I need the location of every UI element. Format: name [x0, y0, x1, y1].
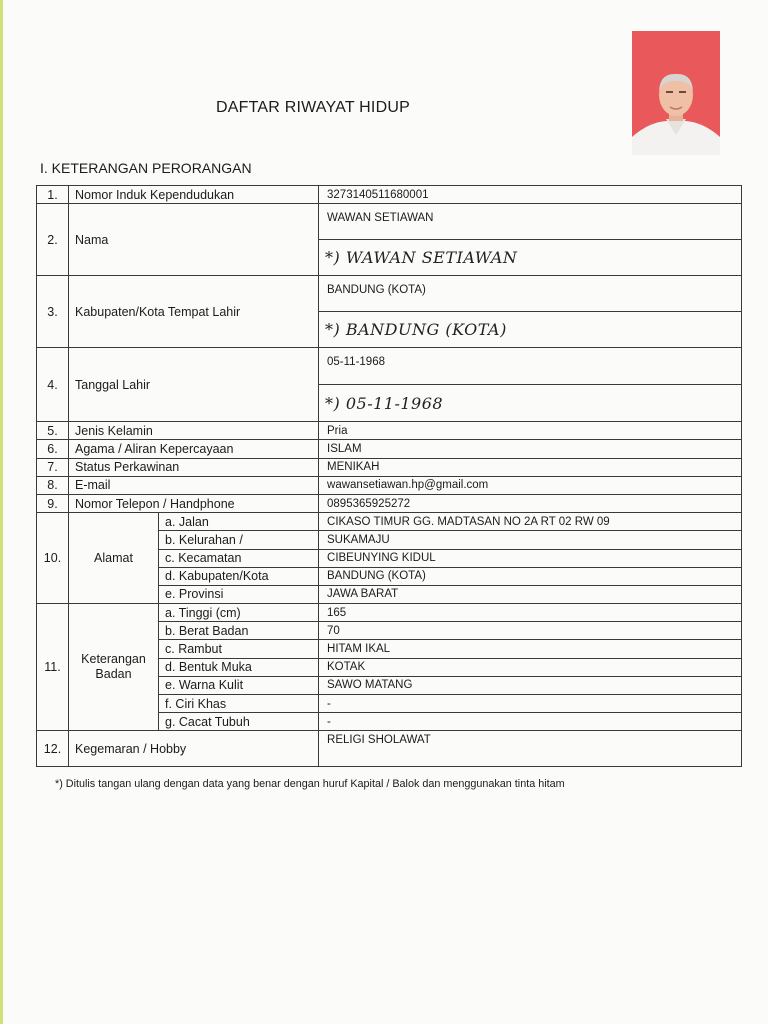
sub-value: KOTAK — [319, 658, 742, 676]
sub-label: f. Ciri Khas — [159, 695, 319, 713]
sub-value: CIKASO TIMUR GG. MADTASAN NO 2A RT 02 RW 09 — [319, 513, 742, 531]
row-number: 10. — [37, 513, 69, 604]
handwritten-value: *) BANDUNG (KOTA) — [319, 312, 742, 348]
row-number: 6. — [37, 440, 69, 458]
sub-label: g. Cacat Tubuh — [159, 713, 319, 731]
sub-value: 165 — [319, 604, 742, 622]
table-row — [37, 458, 742, 476]
sub-value: CIBEUNYING KIDUL — [319, 549, 742, 567]
field-value: WAWAN SETIAWAN — [319, 204, 742, 240]
sub-label: e. Provinsi — [159, 585, 319, 603]
row-number: 2. — [37, 204, 69, 276]
field-label: Jenis Kelamin — [69, 422, 319, 440]
phone-value: 0895365925272 — [319, 494, 742, 512]
document-title: DAFTAR RIWAYAT HIDUP — [216, 99, 410, 116]
sub-value: SUKAMAJU — [319, 531, 742, 549]
field-label: Nomor Induk Kependudukan — [69, 186, 319, 204]
row-number: 9. — [37, 494, 69, 512]
sub-label: d. Bentuk Muka — [159, 658, 319, 676]
sub-value: 70 — [319, 622, 742, 640]
field-value: RELIGI SHOLAWAT — [319, 731, 742, 767]
field-value: ISLAM — [319, 440, 742, 458]
sub-value: - — [319, 695, 742, 713]
field-label: E-mail — [69, 476, 319, 494]
field-label: Tanggal Lahir — [69, 348, 319, 422]
sub-label: d. Kabupaten/Kota — [159, 567, 319, 585]
row-number: 8. — [37, 476, 69, 494]
table-row — [37, 422, 742, 440]
field-value: 3273140511680001 — [319, 186, 742, 204]
row-number: 5. — [37, 422, 69, 440]
table-row — [37, 348, 742, 385]
sub-value: BANDUNG (KOTA) — [319, 567, 742, 585]
field-value: MENIKAH — [319, 458, 742, 476]
footnote: *) Ditulis tangan ulang dengan data yang benar dengan huruf Kapital / Balok dan menggunakan tinta hitam — [55, 778, 565, 790]
email-value: wawansetiawan.hp@gmail.com — [319, 476, 742, 494]
page-edge — [0, 0, 3, 1024]
field-label: Nomor Telepon / Handphone — [69, 494, 319, 512]
handwritten-value: *) WAWAN SETIAWAN — [319, 240, 742, 276]
field-label: Nama — [69, 204, 319, 276]
row-number: 12. — [37, 731, 69, 767]
table-row — [37, 476, 742, 494]
sub-label: e. Warna Kulit — [159, 676, 319, 694]
sub-value: SAWO MATANG — [319, 676, 742, 694]
sub-label: c. Kecamatan — [159, 549, 319, 567]
table-row — [37, 731, 742, 767]
sub-label: b. Berat Badan — [159, 622, 319, 640]
field-label: Agama / Aliran Kepercayaan — [69, 440, 319, 458]
row-number: 11. — [37, 604, 69, 731]
field-value: BANDUNG (KOTA) — [319, 276, 742, 312]
sub-label: a. Tinggi (cm) — [159, 604, 319, 622]
sub-value: HITAM IKAL — [319, 640, 742, 658]
section-title: I. KETERANGAN PERORANGAN — [40, 160, 252, 176]
table-row — [37, 513, 742, 531]
field-label: Kegemaran / Hobby — [69, 731, 319, 767]
row-number: 7. — [37, 458, 69, 476]
handwritten-value: *) 05-11-1968 — [319, 385, 742, 422]
row-number: 1. — [37, 186, 69, 204]
row-number: 4. — [37, 348, 69, 422]
table-row — [37, 604, 742, 622]
table-row — [37, 440, 742, 458]
field-label: Keterangan Badan — [69, 604, 159, 731]
row-number: 3. — [37, 276, 69, 348]
table-row — [37, 276, 742, 312]
table-row — [37, 186, 742, 204]
table-row — [37, 494, 742, 512]
field-label: Status Perkawinan — [69, 458, 319, 476]
profile-photo — [632, 31, 720, 155]
sub-value: JAWA BARAT — [319, 585, 742, 603]
field-label: Alamat — [69, 513, 159, 604]
field-label: Kabupaten/Kota Tempat Lahir — [69, 276, 319, 348]
sub-label: a. Jalan — [159, 513, 319, 531]
sub-label: c. Rambut — [159, 640, 319, 658]
table-row — [37, 204, 742, 240]
field-value: 05-11-1968 — [319, 348, 742, 385]
field-value: Pria — [319, 422, 742, 440]
personal-info-table — [36, 185, 742, 767]
sub-value: - — [319, 713, 742, 731]
sub-label: b. Kelurahan / — [159, 531, 319, 549]
